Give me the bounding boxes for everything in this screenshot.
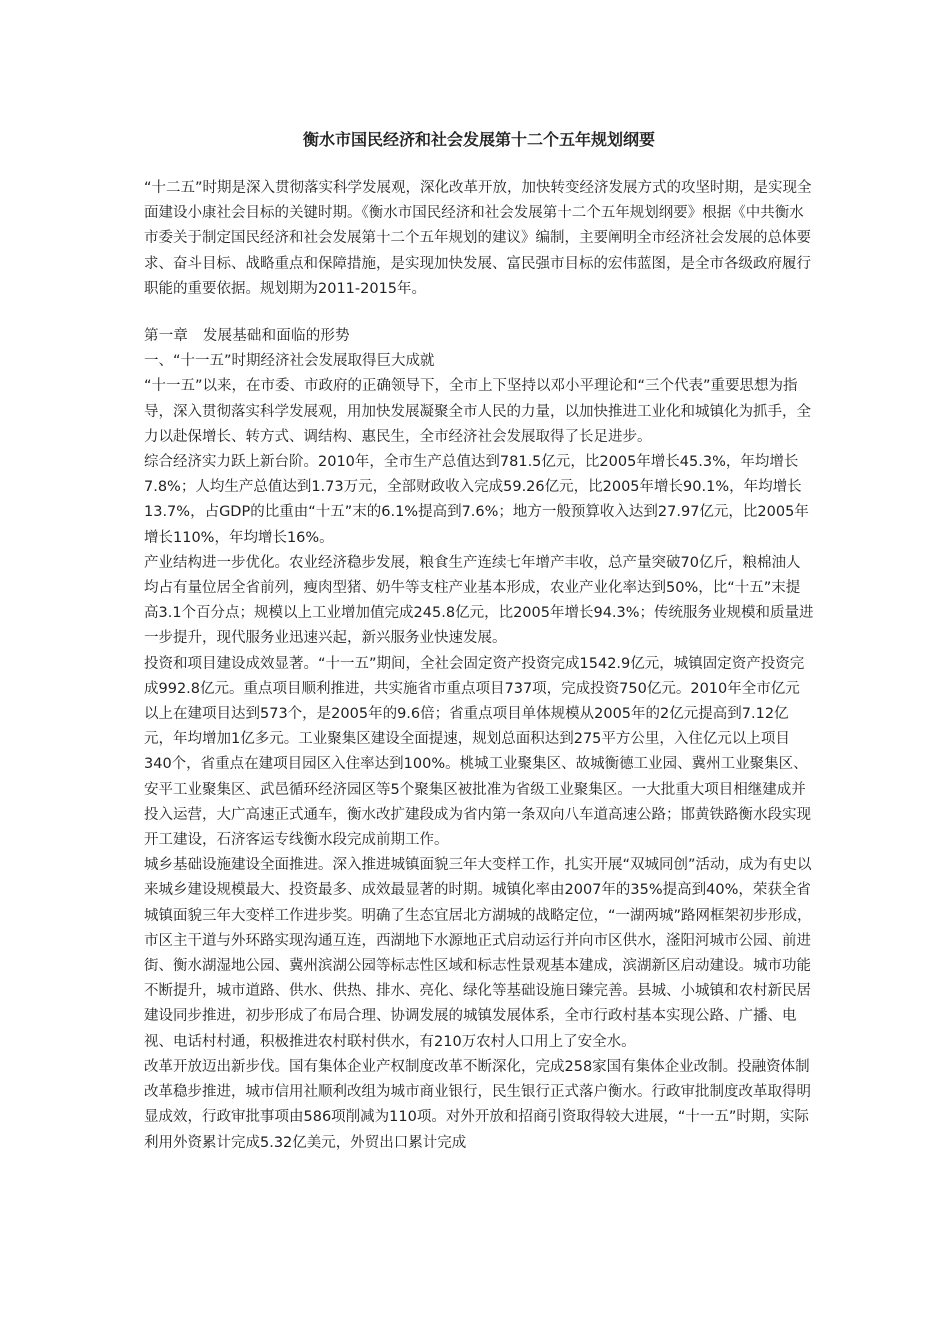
body-paragraph: 综合经济实力跃上新台阶。2010年，全市生产总值达到781.5亿元，比2005年增长45.3%，年均增长7.8%；人均生产总值达到1.73万元，全部财政收入完成59.26亿元，比2005年增长90.1%，年均增长13.7%，占GDP的比重由“十五”末的6.1%提高到7.6%；地方一般预算收入达到27.97亿元，比2005年增长110%，年均增长16%。	[144, 454, 809, 546]
body-paragraph: 投资和项目建设成效显著。“十一五”期间，全社会固定资产投资完成1542.9亿元，城镇固定资产投资完成992.8亿元。重点项目顺利推进，共实施省市重点项目737项，完成投资750亿元。2010年全市亿元以上在建项目达到573个，是2005年的9.6倍；省重点项目单体规模从2005年的2亿元提高到7.12亿元，年均增加1亿多元。工业聚集区建设全面提速，规划总面积达到275平方公里，入住亿元以上项目340个，省重点在建项目园区入住率达到100%。桃城工业聚集区、故城衡德工业园、冀州工业聚集区、安平工业聚集区、武邑循环经济园区等5个聚集区被批准为省级工业聚集区。一大批重大项目相继建成并投入运营，大广高速正式通车，衡水改扩建段成为省内第一条双向八车道高速公路；邯黄铁路衡水段实现开工建设，石济客运专线衡水段完成前期工作。	[144, 655, 811, 849]
body-paragraph: 改革开放迈出新步伐。国有集体企业产权制度改革不断深化，完成258家国有集体企业改制。投融资体制改革稳步推进，城市信用社顺利改组为城市商业银行，民生银行正式落户衡水。行政审批制度改革取得明显成效，行政审批事项由586项削减为110项。对外开放和招商引资取得较大进展，“十一五”时期，实际利用外资累计完成5.32亿美元，外贸出口累计完成	[144, 1058, 811, 1151]
document-title: 衡水市国民经济和社会发展第十二个五年规划纲要	[302, 130, 655, 149]
body-paragraph: 产业结构进一步优化。农业经济稳步发展，粮食生产连续七年增产丰收，总产量突破70亿斤，粮棉油人均占有量位居全省前列，瘦肉型猪、奶牛等支柱产业基本形成，农业产业化率达到50%，比“十五”末提高3.1个百分点；规模以上工业增加值完成245.8亿元，比2005年增长94.3%；传统服务业规模和质量进一步提升，现代服务业迅速兴起，新兴服务业快速发展。	[144, 554, 814, 647]
body-paragraph: “十一五”以来，在市委、市政府的正确领导下，全市上下坚持以邓小平理论和“三个代表”重要思想为指导，深入贯彻落实科学发展观，用加快发展凝聚全市人民的力量，以加快推进工业化和城镇化为抓手，全力以赴保增长、转方式、调结构、惠民生，全市经济社会发展取得了长足进步。	[144, 378, 811, 445]
body-paragraph: 城乡基础设施建设全面推进。深入推进城镇面貌三年大变样工作，扎实开展“双城同创”活动，成为有史以来城乡建设规模最大、投资最多、成效最显著的时期。城镇化率由2007年的35%提高到40%，荣获全省城镇面貌三年大变样工作进步奖。明确了生态宜居北方湖城的战略定位，“一湖两城”路网框架初步形成，市区主干道与外环路实现沟通互连，西湖地下水源地正式启动运行并向市区供水，滏阳河城市公园、前进街、衡水湖湿地公园、冀州滨湖公园等标志性区域和标志性景观基本建成，滨湖新区启动建设。城市功能不断提升，城市道路、供水、供热、排水、亮化、绿化等基础设施日臻完善。县城、小城镇和农村新民居建设同步推进，初步形成了布局合理、协调发展的城镇发展体系，全市行政村基本实现公路、广播、电视、电话村村通，积极推进农村联村供水，有210万农村人口用上了安全水。	[144, 857, 812, 1050]
intro-paragraph: “十二五”时期是深入贯彻落实科学发展观，深化改革开放，加快转变经济发展方式的攻坚时期，是实现全面建设小康社会目标的关键时期。《衡水市国民经济和社会发展第十二个五年规划纲要》根据《中共衡水市委关于制定国民经济和社会发展第十二个五年规划的建议》编制，主要阐明全市经济社会发展的总体要求、奋斗目标、战略重点和保障措施，是实现加快发展、富民强市目标的宏伟蓝图，是全市各级政府履行职能的重要依据。规划期为2011-2015年。	[144, 180, 812, 297]
document-body	[144, 324, 814, 1156]
section-heading: 一、“十一五”时期经济社会发展取得巨大成就	[144, 353, 435, 370]
chapter-heading: 第一章 发展基础和面临的形势	[144, 328, 350, 344]
